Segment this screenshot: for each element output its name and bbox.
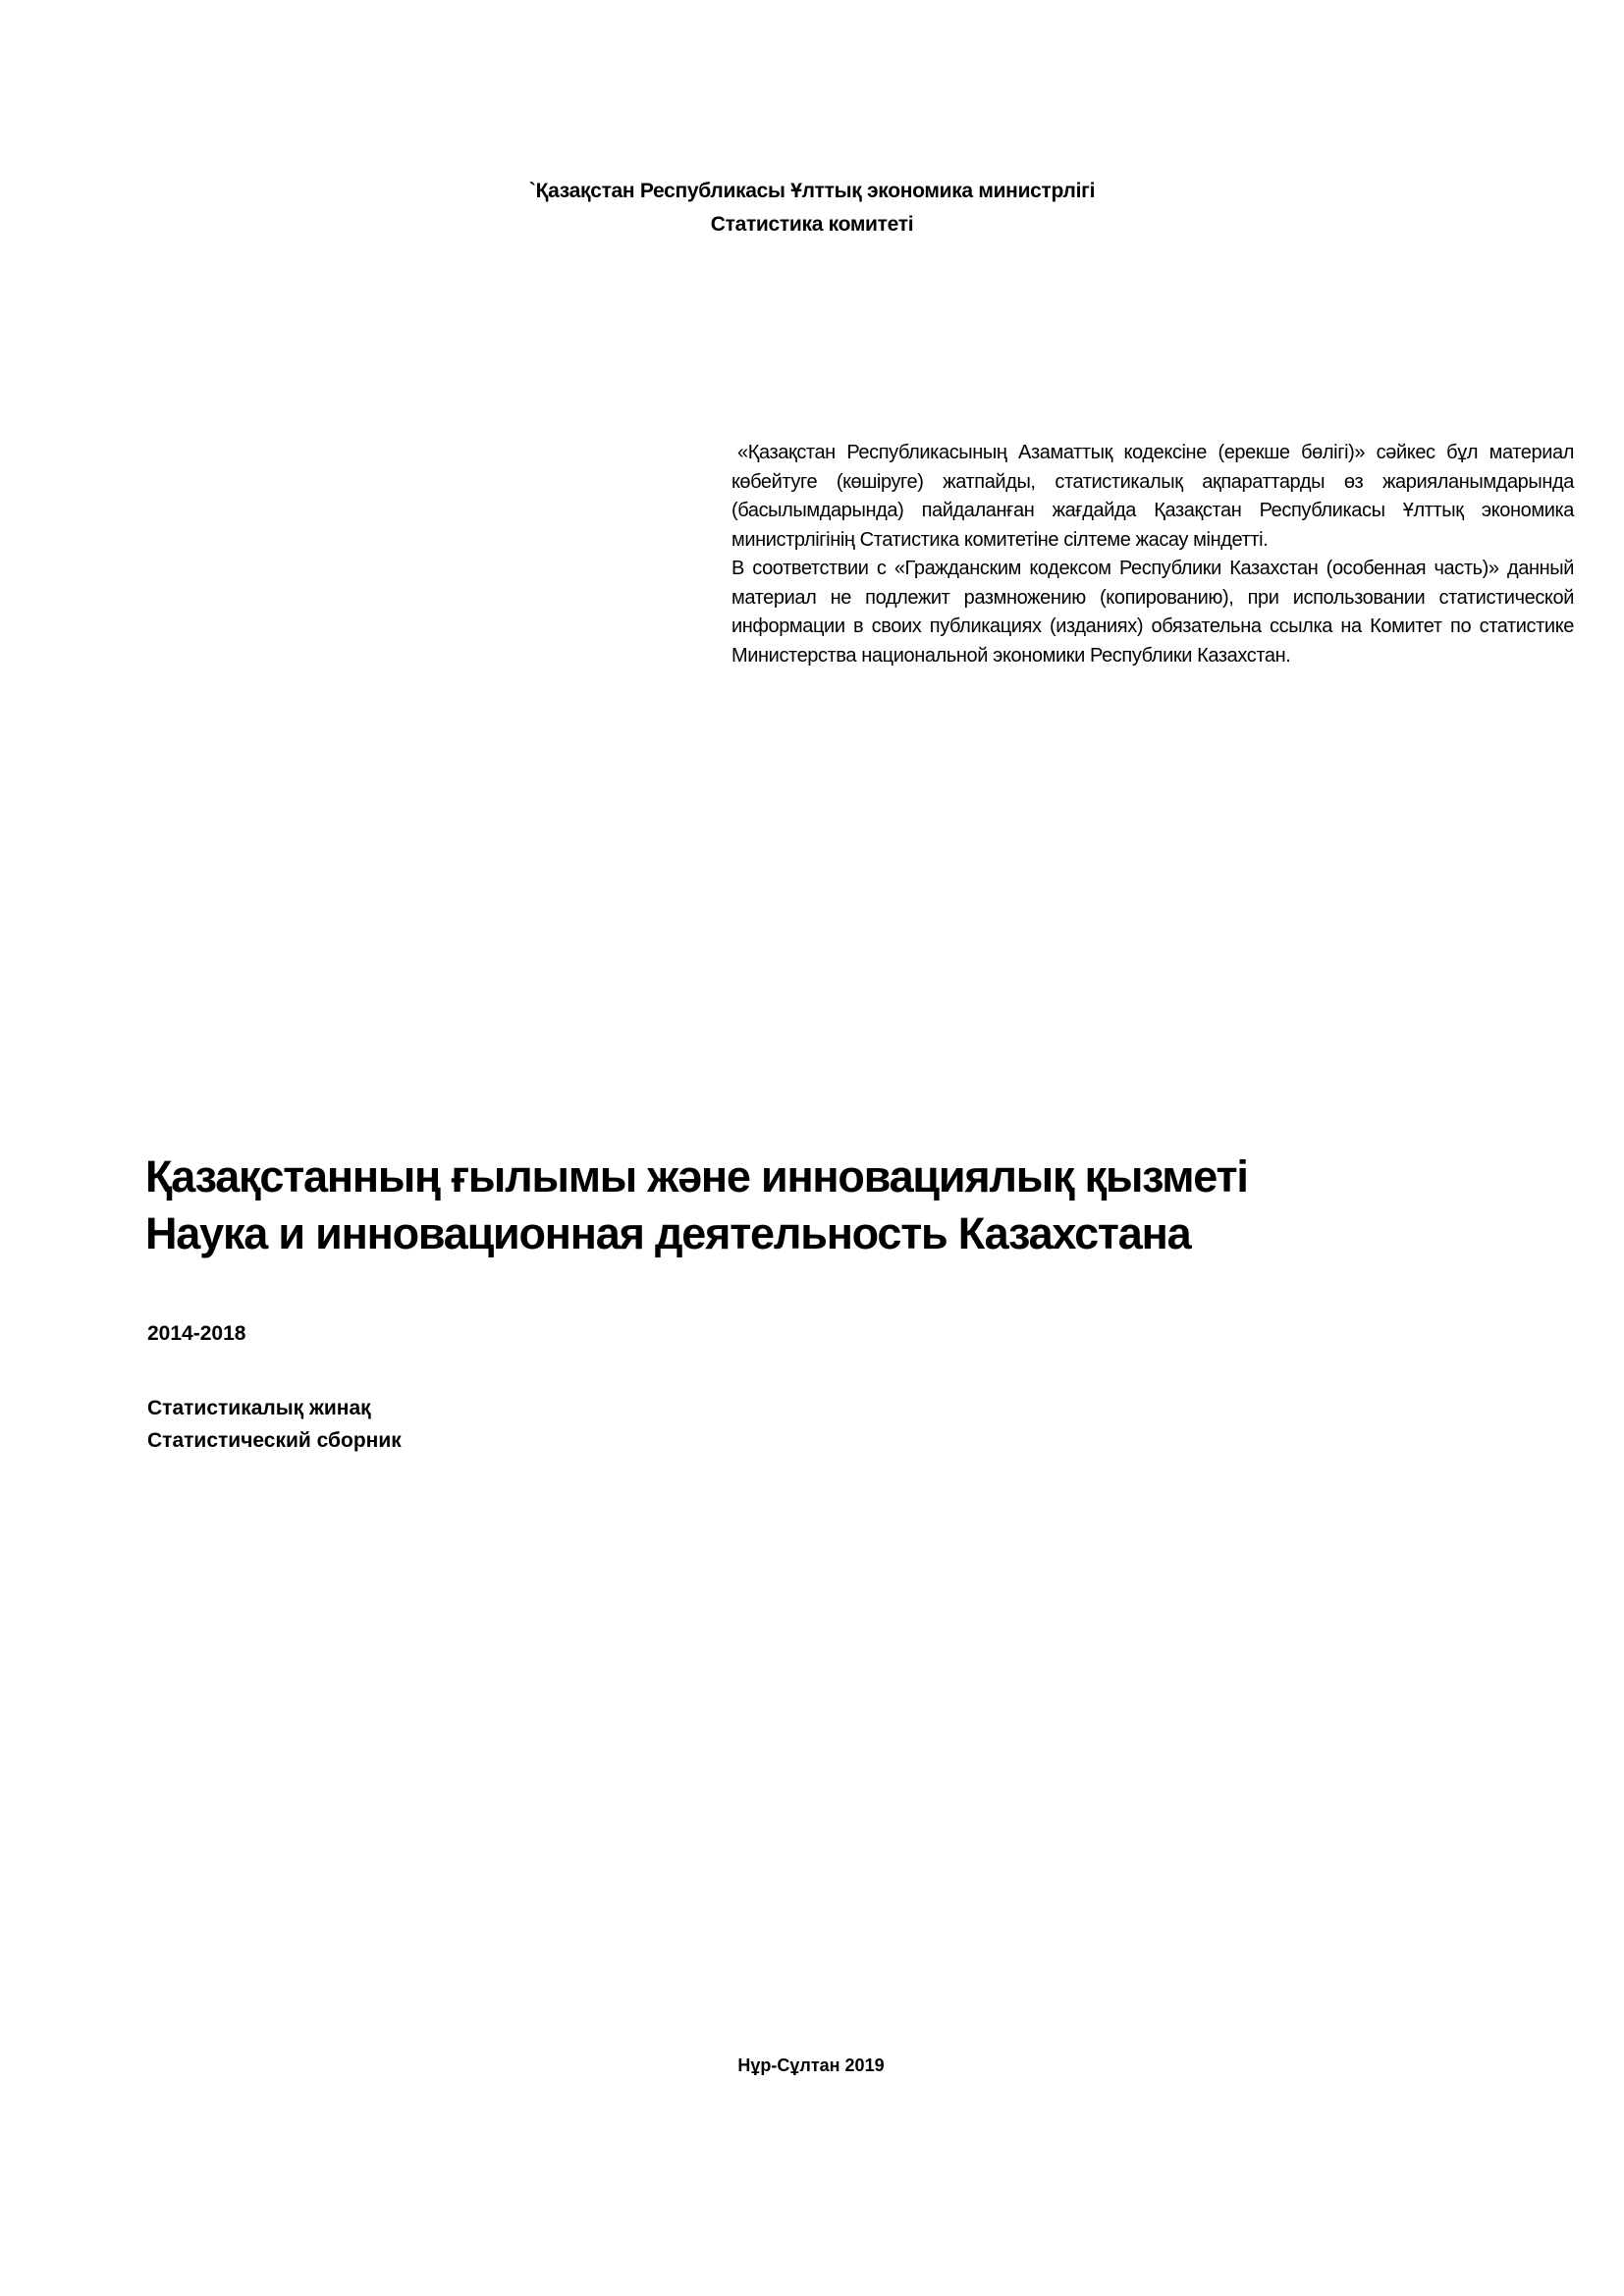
place-year-text: Нұр-Сұлтан 2019 — [737, 2056, 885, 2075]
copyright-notice-kazakh: «Қазақстан Республикасының Азаматтық кодексіне (ерекше бөлігі)» сәйкес бұл материал көбейтуге (көшіруге) жатпайды, статистикалық ақпараттарды өз жарияланымдарында (басылымдарында) пайдаланған жағдайда Қазақстан Республикасы Ұлттық экономика министрлігінің Статистика комитетіне сілтеме жасау міндетті. — [731, 442, 1574, 551]
publication-type-kazakh: Статистикалық жинақ — [147, 1397, 371, 1419]
place-and-year — [0, 2056, 1624, 2076]
publication-type — [147, 1392, 402, 1457]
title-russian: Наука и инновационная деятельность Казахстана — [145, 1208, 1191, 1258]
ministry-name: `Қазақстан Республикасы Ұлттық экономика министрлігі — [528, 180, 1096, 202]
copyright-notice-russian: В соответствии с «Гражданским кодексом Республики Казахстан (особенная часть)» данный материал не подлежит размножению (копированию), при использовании статистической информации в своих публикациях (изданиях) обязательна ссылка на Комитет по статистике Министерства национальной экономики Республики Казахстан. — [731, 558, 1574, 667]
publisher-header — [0, 175, 1624, 241]
copyright-notice — [731, 439, 1574, 670]
title-kazakh: Қазақстанның ғылымы және инновациялық қызметі — [145, 1151, 1248, 1201]
document-title — [145, 1148, 1248, 1262]
period-range: 2014-2018 — [147, 1322, 246, 1345]
committee-name: Статистика комитеті — [710, 213, 914, 236]
publication-type-russian: Статистический сборник — [147, 1429, 402, 1452]
